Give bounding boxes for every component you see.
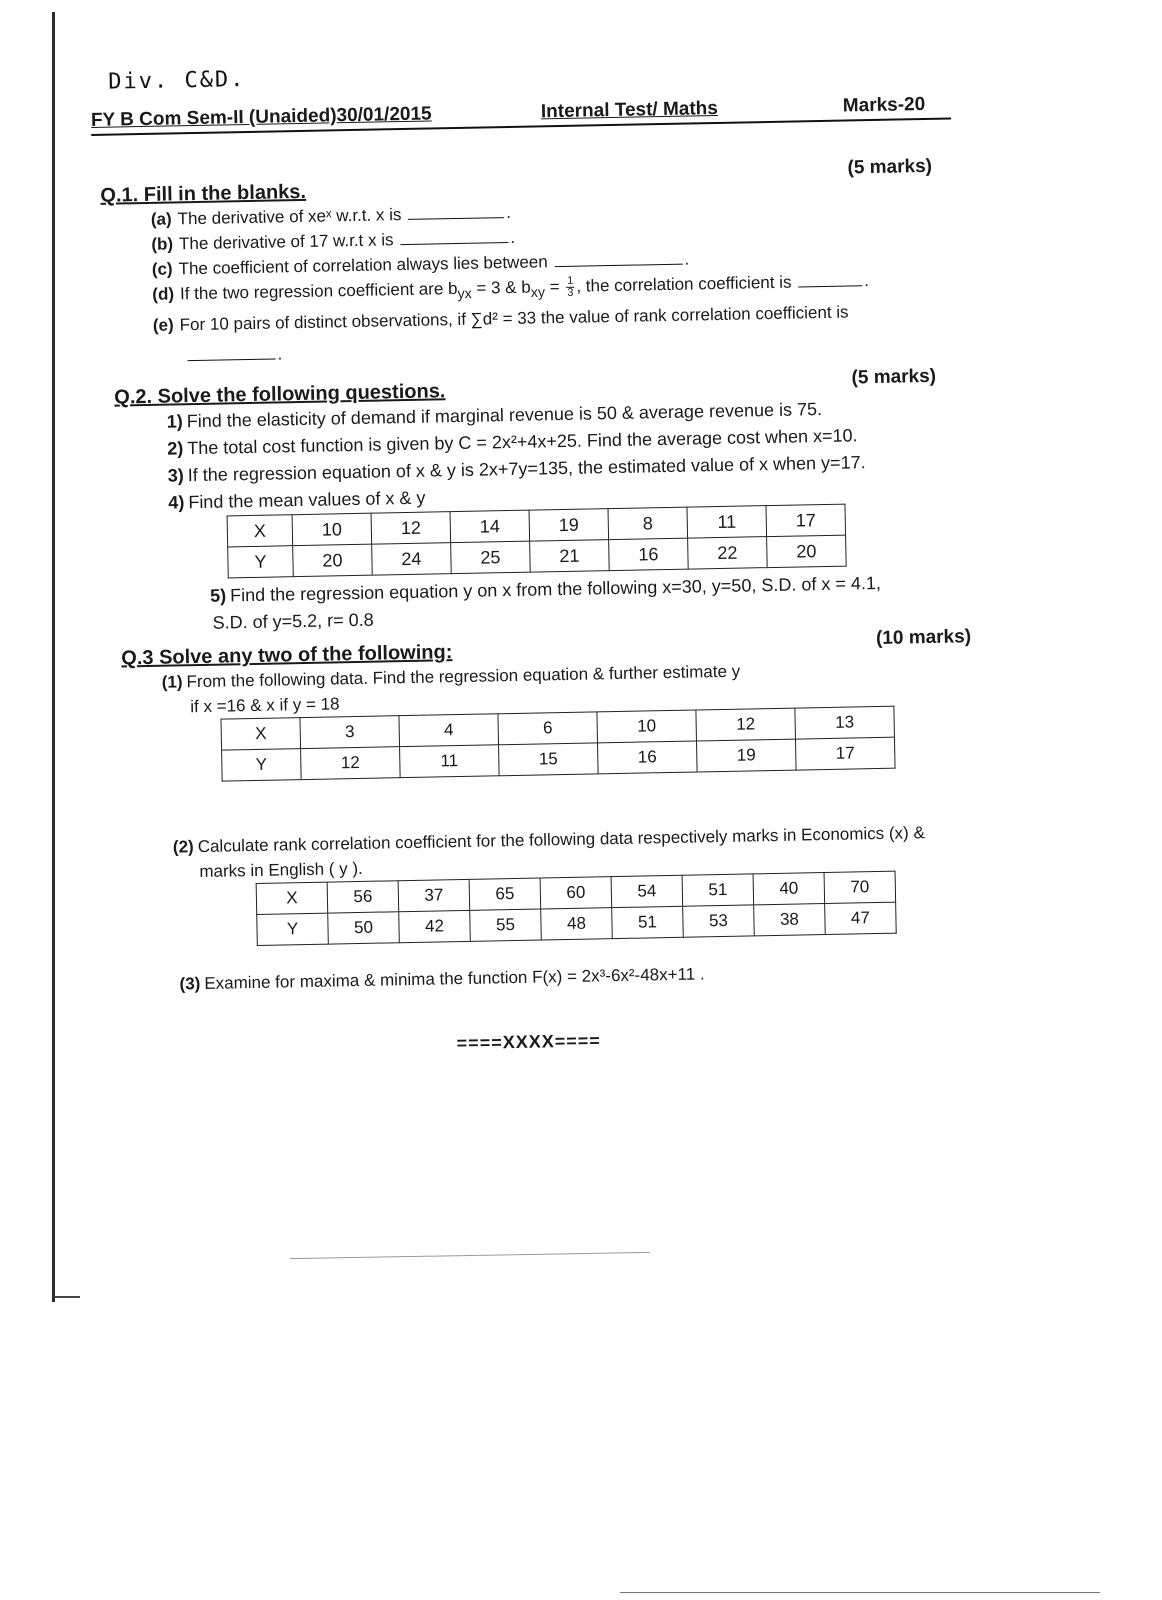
q1-title: Q.1. Fill in the blanks. (100, 180, 307, 207)
answer-blank (187, 345, 275, 362)
mean-values-table (227, 504, 847, 579)
total-marks: Marks-20 (842, 93, 926, 117)
q2-item-3: 3) If the regression equation of x & y is 2x+7y=135, the estimated value of x when y=17. (167, 452, 866, 486)
scan-artifact-line (620, 1592, 1100, 1593)
q3-title: Q.3 Solve any two of the following: (121, 641, 453, 670)
q1-item-e-blank: . (185, 328, 995, 369)
table-row: Y 50 42 55 48 51 53 38 47 (257, 903, 896, 946)
answer-blank (554, 250, 682, 267)
q3-item-1: (1) From the following data. Find the regression equation & further estimate y (161, 662, 741, 693)
end-marker: ====XXXX==== (456, 1030, 601, 1054)
q3-marks: (10 marks) (875, 626, 972, 650)
rank-correlation-table (256, 871, 897, 946)
q2-item-5: 5) Find the regression equation y on x from the following x=30, y=50, S.D. of x = 4.1, (209, 573, 882, 607)
q2-item-5-line2: S.D. of y=5.2, r= 0.8 (212, 610, 374, 634)
q2-title: Q.2. Solve the following questions. (114, 380, 446, 409)
q1-marks: (5 marks) (847, 155, 933, 179)
q1-item-e: (e) For 10 pairs of distinct observations, if ∑d² = 33 the value of rank correlation coefficient is (152, 302, 849, 336)
q3-item-1-line2: if x =16 & x if y = 18 (190, 694, 340, 717)
question-paper (90, 53, 1009, 1061)
q2-item-4: 4) Find the mean values of x & y (168, 488, 426, 513)
table-row: X 10 12 14 19 8 11 17 (227, 504, 845, 547)
page-binding-edge (52, 12, 55, 1302)
division-note: Div. C&D. (107, 67, 246, 95)
table-row: X 3 4 6 10 12 13 (221, 707, 894, 751)
scan-artifact-line (290, 1252, 650, 1259)
table-row: Y 12 11 15 16 19 17 (222, 738, 895, 782)
q1-item-d: (d) If the two regression coefficient are $b_{yx} = 3$ & $b_{xy}$ = $\frac{1}{3}$ , the correlation coefficient is . (152, 271, 870, 304)
table-row: Y 20 24 25 21 16 22 20 (228, 535, 846, 578)
q3-item-3: (3) Examine for maxima & minima the function F(x) = 2x³-6x²-48x+11 . (179, 964, 705, 994)
answer-blank (798, 271, 862, 287)
regression-data-table (220, 706, 895, 782)
q3-item-2: (2) Calculate rank correlation coefficient for the following data respectively marks in Economics (x) & (172, 823, 925, 857)
fraction: $\frac{1}{3}$ (567, 274, 574, 299)
q2-marks: (5 marks) (851, 366, 937, 389)
answer-blank (400, 228, 508, 245)
q1-item-b: (b) The derivative of 17 w.r.t x is . (151, 227, 516, 254)
answer-blank (408, 203, 504, 220)
test-title: Internal Test/ Maths (540, 97, 719, 123)
q3-item-2-line2: marks in English ( y ). (199, 859, 364, 882)
q2-item-1: 1) Find the elasticity of demand if marginal revenue is 50 & average revenue is 75. (166, 399, 823, 432)
q1-item-c: (c) The coefficient of correlation always lies between . (151, 249, 690, 279)
table-row: X 56 37 65 60 54 51 40 70 (256, 872, 895, 915)
page-edge-mark (54, 1296, 80, 1298)
q1-item-a: (a) The derivative of xeˣ w.r.t. x is . (150, 202, 512, 229)
q2-item-2: 2) The total cost function is given by C = 2x²+4x+25. Find the average cost when x=10. (167, 425, 858, 459)
course-title: FY B Com Sem-II (Unaided)30/01/2015 (90, 103, 432, 131)
